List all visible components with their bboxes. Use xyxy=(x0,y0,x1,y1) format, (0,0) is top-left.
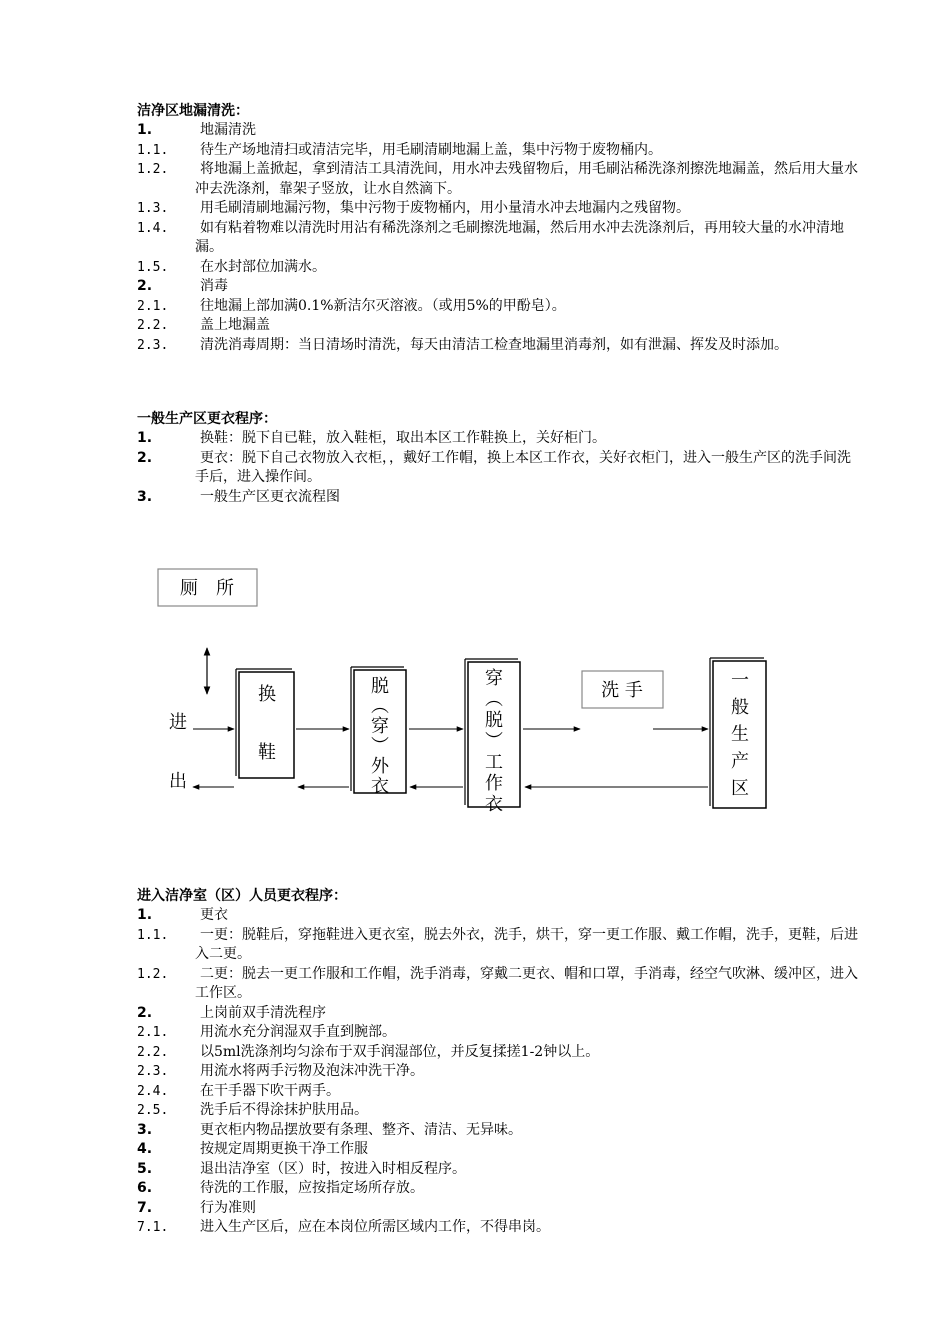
item-number: 2.2. xyxy=(137,318,169,333)
list-item xyxy=(137,1004,859,1024)
item-text: 洗手后不得涂抹护肤用品。 xyxy=(200,1102,368,1118)
box-label-char: 区 xyxy=(731,778,749,799)
item-text: 以5ml洗涤剂均匀涂布于双手润湿部位，并反复揉搓1-2钟以上。 xyxy=(200,1043,600,1060)
item-number: 2. xyxy=(137,1004,153,1021)
hand-wash-label: 洗 手 xyxy=(601,680,643,701)
item-number: 1.4. xyxy=(137,220,169,236)
item-text: 待洗的工作服，应按指定场所存放。 xyxy=(200,1180,424,1196)
list-item xyxy=(137,965,859,1004)
box-label-char: 外 xyxy=(371,756,389,777)
box-label-char: 穿 xyxy=(485,668,503,689)
item-text: 在干手器下吹干两手。 xyxy=(200,1082,340,1099)
item-text: 消毒 xyxy=(200,278,228,294)
item-number: 2.5. xyxy=(137,1103,169,1118)
item-number: 1.2. xyxy=(137,966,169,982)
box-label-char: 鞋 xyxy=(258,742,276,763)
item-text: 待生产场地清扫或清洁完毕，用毛刷清刷地漏上盖，集中污物于废物桶内。 xyxy=(200,141,662,158)
list-item xyxy=(137,1199,859,1219)
list-item xyxy=(137,1101,859,1121)
item-number: 1. xyxy=(137,122,153,138)
item-number: 5. xyxy=(137,1160,153,1177)
box-label-char: 产 xyxy=(731,751,749,772)
item-text: 盖上地漏盖 xyxy=(200,317,270,333)
box-label-char: 衣 xyxy=(485,794,503,815)
item-number: 1.1. xyxy=(137,927,169,943)
item-text: 换鞋：脱下自已鞋，放入鞋柜，取出本区工作鞋换上，关好柜门。 xyxy=(200,430,606,446)
item-text: 一般生产区更衣流程图 xyxy=(200,488,340,505)
clean-room-changing-section xyxy=(137,886,859,1238)
item-text: 清洗消毒周期：当日清场时清洗，每天由清洁工检查地漏里消毒剂，如有泄漏、挥发及时添加。 xyxy=(200,336,788,353)
item-text: 如有粘着物难以清洗时用沾有稀洗涤剂之毛刷擦洗地漏，然后用水冲去洗涤剂后，再用较大量的水冲清地漏。 xyxy=(195,219,844,255)
box-label-char: 作 xyxy=(485,773,503,794)
list-item xyxy=(137,1179,859,1199)
box-label-char: 换 xyxy=(258,684,276,705)
section-heading: 一般生产区更衣程序： xyxy=(137,411,277,427)
box-label-char: ︶ xyxy=(371,736,389,757)
list-item xyxy=(137,1121,859,1141)
list-item xyxy=(137,1218,859,1238)
item-text: 退出洁净室（区）时，按进入时相反程序。 xyxy=(200,1160,466,1177)
item-text: 更衣：脱下自己衣物放入衣柜，，戴好工作帽，换上本区工作衣，关好衣柜门，进入一般生产区的洗手间洗手后，进入操作间。 xyxy=(195,449,851,485)
section-heading: 洁净区地漏清洗： xyxy=(137,103,249,119)
item-text: 用毛刷清刷地漏污物，集中污物于废物桶内，用小量清水冲去地漏内之残留物。 xyxy=(200,200,690,216)
item-number: 2.4. xyxy=(137,1083,169,1099)
box-label-char: 穿 xyxy=(371,716,389,737)
box-label-char: 一 xyxy=(731,670,749,691)
item-text: 更衣 xyxy=(200,907,228,923)
item-number: 2. xyxy=(137,278,153,294)
outer-clothes-label xyxy=(371,676,390,797)
list-item xyxy=(137,1023,859,1043)
item-number: 2.1. xyxy=(137,1025,169,1040)
enter-label: 进 xyxy=(169,712,187,733)
exit-label: 出 xyxy=(169,771,187,792)
item-text: 上岗前双手清洗程序 xyxy=(200,1004,326,1021)
item-text: 按规定周期更换干净工作服 xyxy=(200,1141,368,1157)
item-number: 1.3. xyxy=(137,201,169,216)
item-text: 地漏清洗 xyxy=(200,122,256,138)
toilet-label: 厕 所 xyxy=(180,578,234,599)
item-number: 7.1. xyxy=(137,1220,169,1235)
section-heading: 进入洁净室（区）人员更衣程序： xyxy=(137,888,347,904)
item-number: 2. xyxy=(137,449,153,466)
box-label-char: 脱 xyxy=(371,676,389,697)
item-text: 行为准则 xyxy=(200,1199,256,1216)
box-label-char: 工 xyxy=(485,752,503,773)
item-number: 7. xyxy=(137,1199,153,1216)
list-item xyxy=(137,1082,859,1102)
item-text: 用流水将两手污物及泡沫冲洗干净。 xyxy=(200,1063,424,1079)
item-text: 一更：脱鞋后，穿拖鞋进入更衣室，脱去外衣，洗手，烘干，穿一更工作服、戴工作帽，洗手，更鞋，后进入二更。 xyxy=(195,926,858,962)
box-label-char: 衣 xyxy=(371,776,389,797)
list-item xyxy=(137,906,859,926)
list-item xyxy=(137,1140,859,1160)
item-number: 1.2. xyxy=(137,162,169,177)
item-number: 6. xyxy=(137,1180,153,1196)
item-number: 2.1. xyxy=(137,298,169,314)
item-text: 更衣柜内物品摆放要有条理、整齐、清洁、无异味。 xyxy=(200,1121,522,1138)
box-label-char: 生 xyxy=(731,724,749,745)
item-text: 二更：脱去一更工作服和工作帽，洗手消毒，穿戴二更衣、帽和口罩，手消毒，经空气吹淋、缓冲区，进入工作区。 xyxy=(195,965,858,1001)
item-number: 1. xyxy=(137,907,153,923)
general-area-label xyxy=(731,670,749,799)
box-label-char: ︶ xyxy=(485,731,503,752)
item-text: 在水封部位加满水。 xyxy=(200,258,326,275)
item-number: 2.3. xyxy=(137,337,169,353)
box-label-char: 脱 xyxy=(485,710,503,731)
item-text: 用流水充分润湿双手直到腕部。 xyxy=(200,1024,396,1040)
item-number: 2.3. xyxy=(137,1064,169,1079)
list-item xyxy=(137,1062,859,1082)
section-list xyxy=(137,906,859,1238)
item-number: 1. xyxy=(137,430,153,446)
item-number: 2.2. xyxy=(137,1044,169,1060)
item-number: 1.5. xyxy=(137,259,169,275)
list-item xyxy=(137,1043,859,1063)
item-number: 3. xyxy=(137,1121,153,1138)
item-number: 4. xyxy=(137,1141,153,1157)
box-label-char: ︵ xyxy=(371,696,389,717)
work-clothes-label xyxy=(485,668,503,815)
box-label-char: ︵ xyxy=(485,689,503,710)
item-text: 往地漏上部加满0.1%新洁尔灭溶液。（或用5%的甲酚皂）。 xyxy=(200,297,566,314)
list-item xyxy=(137,926,859,965)
box-label-char: 般 xyxy=(731,697,749,718)
item-number: 1.1. xyxy=(137,142,169,158)
item-text: 进入生产区后，应在本岗位所需区域内工作，不得串岗。 xyxy=(200,1219,550,1235)
item-number: 3. xyxy=(137,488,153,505)
list-item xyxy=(137,1160,859,1180)
item-text: 将地漏上盖掀起，拿到清洁工具清洗间，用水冲去残留物后，用毛刷沾稀洗涤剂擦洗地漏盖，然后用大量水冲去洗涤剂，靠架子竖放，让水自然滴下。 xyxy=(195,161,858,197)
